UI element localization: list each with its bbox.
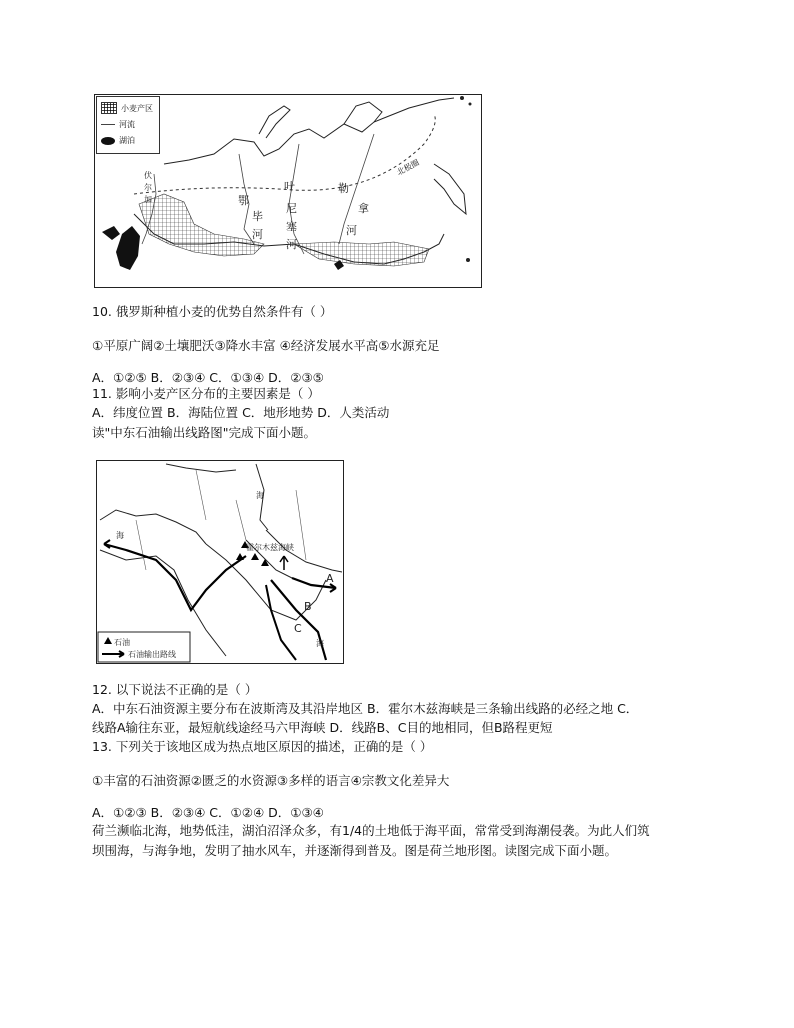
q10-stem: 10. 俄罗斯种植小麦的优势自然条件有（ ） [92,304,333,319]
route-a-label: A [326,572,334,585]
yenisei-label-2: 尼 [286,202,297,215]
middle-east-oil-map [96,460,344,664]
route-b-label: B [304,600,312,613]
q13-items: ①丰富的石油资源②匮乏的水资源③多样的语言④宗教文化差异大 [92,773,450,788]
netherlands-line1: 荷兰濒临北海，地势低洼，湖泊沼泽众多，有1/4的土地低于海平面，常常受到海潮侵袭。为此人们筑 [92,823,650,838]
route-c-label: C [294,622,302,635]
legend-river-label: 河流 [119,120,135,129]
q10-options: A．①②⑤ B．②③④ C．①③④ D．②③⑤ [92,370,324,385]
q10-items: ①平原广阔②土壤肥沃③降水丰富 ④经济发展水平高⑤水源充足 [92,338,440,353]
hatched-swatch-icon [101,102,117,114]
legend-wheat-label: 小麦产区 [121,103,153,113]
yenisei-label-4: 河 [286,238,297,251]
lena-label-2: 拿 [358,202,369,215]
legend-route-label: 石油输出路线 [128,650,176,659]
volga-label-3: 加 [144,195,152,204]
sea-label-2: 海 [256,491,264,500]
hormuz-label: 霍尔木兹海峡 [246,543,294,552]
yenisei-label-3: 塞 [286,220,297,233]
ob-label-2: 毕 [252,210,263,223]
lake-blob-icon [101,137,115,145]
sea-label-1: 海 [116,531,124,540]
map1-legend [96,96,160,154]
map2-intro: 读"中东石油输出线路图"完成下面小题。 [92,425,316,440]
lena-label-3: 河 [346,224,357,237]
legend-river [101,119,135,130]
lena-label-1: 勒 [338,182,349,195]
legend-wheat [101,102,153,114]
middle-east-map-drawing [96,460,344,664]
q12-line2: 线路A输往东亚，最短航线途经马六甲海峡 D．线路B、C目的地相同，但B路程更短 [92,720,553,735]
q12-line1: A．中东石油资源主要分布在波斯湾及其沿岸地区 B．霍尔木兹海峡是三条输出线路的必经之地 C． [92,701,639,716]
russia-wheat-map [94,94,482,288]
river-line-icon [101,124,115,125]
q12-stem: 12. 以下说法不正确的是（ ） [92,682,258,697]
legend-oil-label: 石油 [114,638,130,647]
q13-options: A．①②③ B．②③④ C．①②④ D．①③④ [92,805,324,820]
netherlands-line2: 坝围海，与海争地，发明了抽水风车，并逐渐得到普及。图是荷兰地形图。读图完成下面小题。 [92,843,618,858]
arctic-circle-label: 北极圈 [395,157,421,178]
volga-label-2: 尔 [144,183,152,192]
yenisei-label-1: 叶 [284,180,295,193]
ob-label-1: 鄂 [238,194,249,207]
legend-lake-label: 湖泊 [119,136,135,145]
sea-label-3: 海 [316,639,324,648]
q13-stem: 13. 下列关于该地区成为热点地区原因的描述，正确的是（ ） [92,739,433,754]
legend-lake [101,135,135,146]
q11-options: A．纬度位置 B．海陆位置 C．地形地势 D．人类活动 [92,405,390,420]
volga-label-1: 伏 [144,171,152,180]
ob-label-3: 河 [252,228,263,241]
q11-stem: 11. 影响小麦产区分布的主要因素是（ ） [92,386,320,401]
